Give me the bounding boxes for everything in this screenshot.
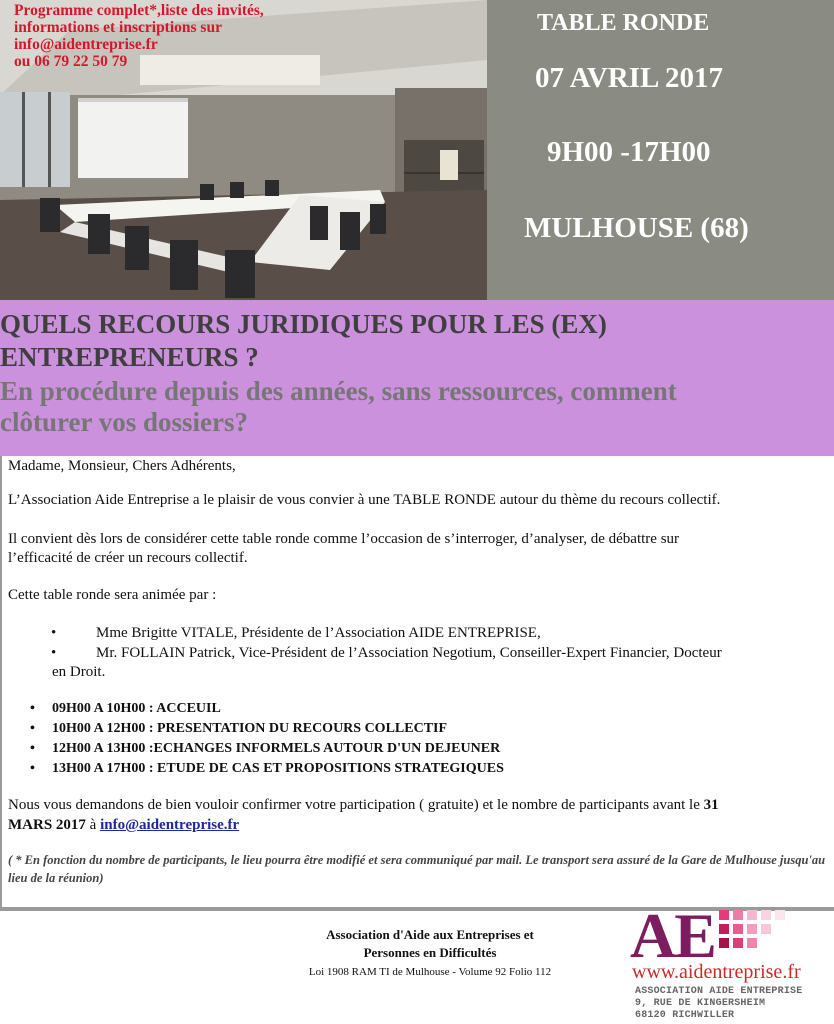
host-item	[51, 644, 722, 663]
host-item	[51, 624, 541, 643]
greeting: Madame, Monsieur, Chers Adhérents,	[8, 458, 236, 474]
schedule-2: 10H00 A 12H00 : PRESENTATION DU RECOURS COLLECTIF	[52, 721, 448, 736]
confirm-paragraph-line-2	[8, 816, 239, 835]
logo-squares-icon	[717, 908, 827, 958]
conference-room-photo	[0, 0, 487, 300]
address-line-3: 68120 RICHWILLER	[635, 1010, 735, 1021]
org-name-line-2: Personnes en Difficultés	[363, 945, 497, 960]
bullet-icon: •	[30, 701, 35, 716]
event-city: MULHOUSE (68)	[524, 212, 749, 244]
schedule-item	[30, 719, 448, 738]
event-hours: 9H00 -17H00	[547, 136, 711, 168]
schedule-1: 09H00 A 10H00 : ACCEUIL	[52, 701, 221, 716]
purpose-paragraph-line-1: Il convient dès lors de considérer cette table ronde comme l’occasion de s’interroger, d’analyser, de débattre sur	[8, 531, 680, 547]
address-line-1: ASSOCIATION AIDE ENTREPRISE	[635, 986, 803, 997]
confirm-at: à	[85, 817, 101, 833]
subtitle-line-2: clôturer vos dossiers?	[0, 407, 248, 437]
event-date: 07 AVRIL 2017	[535, 62, 724, 94]
promo-email[interactable]: info@aidentreprise.fr	[14, 36, 158, 53]
registration-info	[14, 2, 394, 70]
bullet-icon: •	[30, 761, 35, 776]
logo-website[interactable]: www.aidentreprise.fr	[632, 961, 801, 983]
bullet-icon: •	[30, 741, 35, 756]
main-title-line-1: QUELS RECOURS JURIDIQUES POUR LES (EX)	[0, 309, 607, 339]
footnote: ( * En fonction du nombre de participants, le lieu pourra être modifié et sera communiqué par mail. Le transport sera assuré de la Gare de Mulhouse jusqu'au lieu de la réunion)	[8, 853, 826, 885]
promo-line-2: informations et inscriptions sur	[14, 19, 222, 36]
main-title-line-2: ENTREPRENEURS ?	[0, 342, 259, 372]
email-link[interactable]: info@aidentreprise.fr	[100, 817, 240, 833]
main-title	[0, 308, 607, 374]
bullet-icon: •	[51, 625, 57, 641]
hosts-intro: Cette table ronde sera animée par :	[8, 587, 217, 603]
promo-phone: ou 06 79 22 50 79	[14, 53, 128, 70]
deadline-day: 31	[703, 797, 719, 813]
intro-paragraph: L’Association Aide Entreprise a le plaisir de vous convier à une TABLE RONDE autour du thème du recours collectif.	[8, 492, 721, 508]
confirm-text: Nous vous demandons de bien vouloir confirmer votre participation ( gratuite) et le nombre de participants avant le	[8, 797, 704, 813]
schedule-item	[30, 699, 221, 718]
host-2-continued: en Droit.	[52, 664, 106, 680]
bullet-icon: •	[51, 645, 57, 661]
subtitle-line-1: En procédure depuis des années, sans ressources, comment	[0, 376, 677, 406]
schedule-item	[30, 759, 504, 778]
host-1: Mme Brigitte VITALE, Présidente de l’Association AIDE ENTREPRISE,	[96, 625, 541, 641]
bullet-icon: •	[30, 721, 35, 736]
deadline-month: MARS 2017	[8, 817, 86, 833]
aide-entreprise-logo	[630, 900, 834, 1024]
org-name-line-1: Association d'Aide aux Entreprises et	[326, 927, 534, 942]
purpose-paragraph-line-2: l’efficacité de créer un recours collectif.	[8, 550, 248, 566]
event-type: TABLE RONDE	[537, 10, 710, 36]
legal-registration: Loi 1908 RAM TI de Mulhouse - Volume 92 Folio 112	[308, 966, 552, 978]
confirm-paragraph-line-1	[8, 796, 719, 815]
schedule-3: 12H00 A 13H00 :ECHANGES INFORMELS AUTOUR D'UN DEJEUNER	[52, 741, 501, 756]
event-date-panel	[487, 0, 834, 300]
organization-info	[290, 926, 570, 980]
promo-line-1: Programme complet*,liste des invités,	[14, 2, 264, 19]
host-2: Mr. FOLLAIN Patrick, Vice-Président de l’Association Negotium, Conseiller-Expert Financier, Docteur	[96, 645, 722, 661]
logo-letters: AE	[630, 900, 715, 971]
schedule-item	[30, 739, 501, 758]
left-border	[0, 456, 2, 911]
subtitle	[0, 376, 677, 438]
title-band	[0, 300, 834, 456]
schedule-4: 13H00 A 17H00 : ETUDE DE CAS ET PROPOSITIONS STRATEGIQUES	[52, 761, 504, 776]
address-line-2: 9, RUE DE KINGERSHEIM	[635, 998, 766, 1009]
